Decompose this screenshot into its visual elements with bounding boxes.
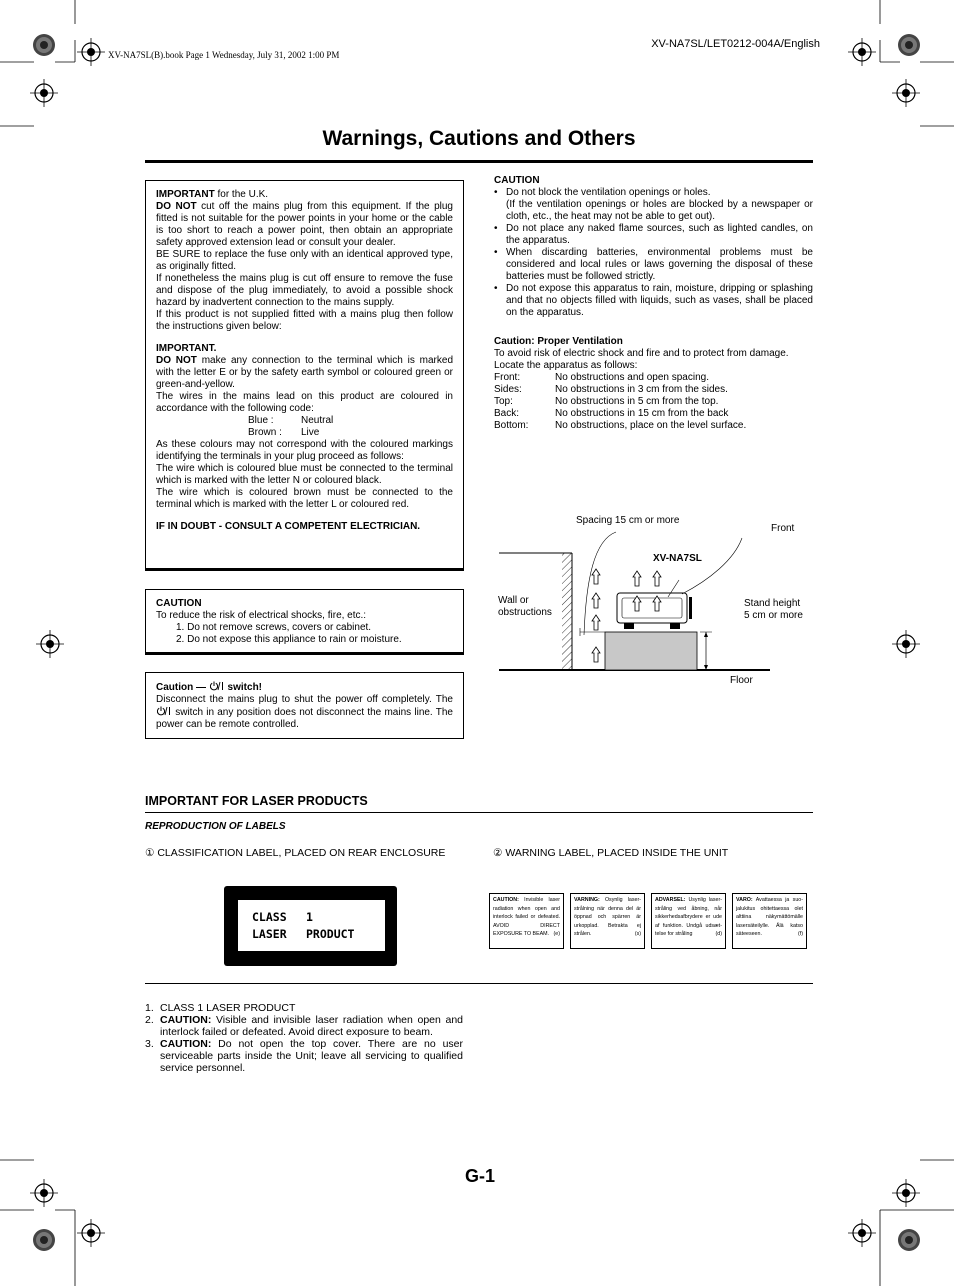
ventilation-row: Top: No obstructions in 5 cm from the top. xyxy=(494,396,719,407)
diagram-floor-label: Floor xyxy=(730,675,753,686)
class-number: 1 xyxy=(306,910,313,924)
right-caution-item: • Do not block the ventilation openings or holes. (If the ventilation openings or holes are blocked by a newspaper or cloth, etc., the heat may not be able to get out). xyxy=(494,187,813,223)
shock-caution-item: 2. Do not expose this appliance to rain or moisture. xyxy=(176,634,402,645)
laser-note: 1. CLASS 1 LASER PRODUCT xyxy=(145,1002,296,1014)
laser-labels-rule xyxy=(145,983,813,984)
uk-paragraph-3: If nonetheless the mains plug is cut off ensure to remove the fuse and dispose of the plug immediately, to avoid a possible shock hazard by inadvertent connection to the mains supply. xyxy=(156,273,453,308)
class-1-laser-label xyxy=(224,886,397,966)
title-rule xyxy=(145,160,813,163)
warning-label-danish: ADVARSEL: Usynlig laser-stråling ved åbning, når sikkerhedsafbrydere er ude af funktion. Undgå udsæt-telse for stråling (d) xyxy=(651,893,726,949)
right-caution-item: • Do not place any naked flame sources, such as lighted candles, on the apparatus. xyxy=(494,223,813,247)
class-word: CLASS xyxy=(252,910,287,924)
reproduction-of-labels-heading: REPRODUCTION OF LABELS xyxy=(145,821,286,832)
do-not-label: DO NOT xyxy=(156,201,197,212)
switch-caution-box xyxy=(145,672,464,739)
uk-paragraph-5: make any connection to the terminal which is marked with the letter E or by the safety earth symbol or coloured green or green-and-yellow. xyxy=(156,355,454,390)
laser-section-rule xyxy=(145,812,813,813)
do-not-2-label: DO NOT xyxy=(156,355,197,366)
page-title: Warnings, Cautions and Others xyxy=(322,127,636,150)
diagram-spacing-label: Spacing 15 cm or more xyxy=(576,515,680,526)
right-caution-heading: CAUTION xyxy=(494,175,540,186)
uk-paragraph-1: cut off the mains plug from this equipment. If the plug fitted is not suitable for the power points in your home or the cable is too short to reach a power point, then obtain an appropriate safety approved extension lead or consult your dealer. xyxy=(156,201,453,248)
right-caution-list xyxy=(494,187,813,319)
right-caution-item: • Do not expose this apparatus to rain, moisture, dripping or splashing and that no objects filled with liquids, such as vases, shall be placed on the apparatus. xyxy=(494,283,813,319)
book-file-info: XV-NA7SL(B).book Page 1 Wednesday, July 31, 2002 1:00 PM xyxy=(108,50,340,60)
diagram-wall-label: Wall or obstructions xyxy=(498,595,552,618)
wire-code-brown: Brown : Live xyxy=(248,427,320,438)
switch-caution-text-a: Disconnect the mains plug to shut the power off completely. The xyxy=(156,694,453,705)
switch-caution-text-b: switch in any position does not disconnect the mains line. The power can be remote controlled. xyxy=(156,707,453,730)
for-uk-text: for the U.K. xyxy=(214,189,269,200)
uk-paragraph-9: The wire which is coloured brown must be connected to the terminal which is marked with the letter L or coloured red. xyxy=(156,487,453,510)
important-label: IMPORTANT xyxy=(156,189,215,200)
shock-caution-intro: To reduce the risk of electrical shocks, fire, etc.: xyxy=(156,610,367,621)
warning-label-caption: ② WARNING LABEL, PLACED INSIDE THE UNIT xyxy=(493,847,729,859)
laser-word: LASER xyxy=(252,927,287,941)
doubt-warning: IF IN DOUBT - CONSULT A COMPETENT ELECTRICIAN. xyxy=(156,521,421,532)
ventilation-row: Back: No obstructions in 15 cm from the back xyxy=(494,408,729,419)
laser-note: 2. CAUTION: Visible and invisible laser radiation when open and interlock failed or defeated. Avoid direct exposure to beam. xyxy=(145,1014,463,1038)
right-caution-section xyxy=(494,175,813,319)
ventilation-row: Sides: No obstructions in 3 cm from the sides. xyxy=(494,384,728,395)
ventilation-table xyxy=(494,372,746,432)
warning-label-finnish: VARO: Avattaessa ja suo-jalukitus ohitettaessa olet alttiina näkymättömälle lasersäteilylle. Älä katso säteeseen. (f) xyxy=(732,893,807,949)
ventilation-section xyxy=(494,336,824,432)
switch-caution-heading-pre: Caution — xyxy=(156,682,209,693)
laser-section-heading: IMPORTANT FOR LASER PRODUCTS xyxy=(145,794,368,808)
ventilation-intro: To avoid risk of electric shock and fire and to protect from damage. xyxy=(494,348,789,359)
ventilation-row: Front: No obstructions and open spacing. xyxy=(494,372,709,383)
ventilation-locate: Locate the apparatus as follows: xyxy=(494,360,638,371)
uk-paragraph-7: As these colours may not correspond with the coloured markings identifying the terminals in your plug proceed as follows: xyxy=(156,439,453,462)
uk-paragraph-2: BE SURE to replace the fuse only with an identical approved type, as originally fitted. xyxy=(156,249,453,272)
page-number: G-1 xyxy=(465,1166,496,1186)
wire-code-blue: Blue : Neutral xyxy=(248,415,334,426)
right-caution-item: • When discarding batteries, environmental problems must be considered and local rules or laws governing the disposal of these batteries must be followed strictly. xyxy=(494,247,813,283)
standby-power-icon xyxy=(209,681,225,691)
laser-notes-list xyxy=(145,1002,463,1074)
uk-paragraph-8: The wire which is coloured blue must be connected to the terminal which is marked with the letter N or coloured black. xyxy=(156,463,453,486)
diagram-model-label: XV-NA7SL xyxy=(653,553,702,564)
uk-mains-plug-box xyxy=(145,180,464,571)
shock-caution-item: 1. Do not remove screws, covers or cabinet. xyxy=(176,622,372,633)
model-code: XV-NA7SL/LET0212-004A/English xyxy=(651,38,820,50)
ventilation-row: Bottom: No obstructions, place on the level surface. xyxy=(494,420,747,431)
diagram-front-label: Front xyxy=(771,523,795,534)
uk-paragraph-4: If this product is not supplied fitted with a mains plug then follow the instructions given below: xyxy=(156,309,453,332)
product-word: PRODUCT xyxy=(306,927,355,941)
warning-label-english: CAUTION: Invisible laser radiation when open and interlock failed or defeated. AVOID DIRECT EXPOSURE TO BEAM. (e) xyxy=(489,893,564,949)
ventilation-heading: Caution: Proper Ventilation xyxy=(494,336,623,347)
important-2-label: IMPORTANT. xyxy=(156,343,217,354)
standby-power-icon xyxy=(156,706,172,716)
diagram-stand-label: Stand height 5 cm or more xyxy=(744,598,803,621)
shock-caution-box xyxy=(145,589,464,655)
laser-note: 3. CAUTION: Do not open the top cover. There are no user serviceable parts inside the Unit; leave all servicing to qualified service personnel. xyxy=(145,1038,463,1074)
switch-caution-heading-post: switch! xyxy=(224,682,263,693)
classification-label-caption: ① CLASSIFICATION LABEL, PLACED ON REAR ENCLOSURE xyxy=(145,847,446,859)
uk-paragraph-6: The wires in the mains lead on this product are coloured in accordance with the following code: xyxy=(156,391,453,414)
warning-label-swedish: VARNING: Osynlig laser-strålning när denna del är öppnad och spärren är urkopplad. Betrakta ej strålen. (s) xyxy=(570,893,645,949)
shock-caution-heading: CAUTION xyxy=(156,598,202,609)
